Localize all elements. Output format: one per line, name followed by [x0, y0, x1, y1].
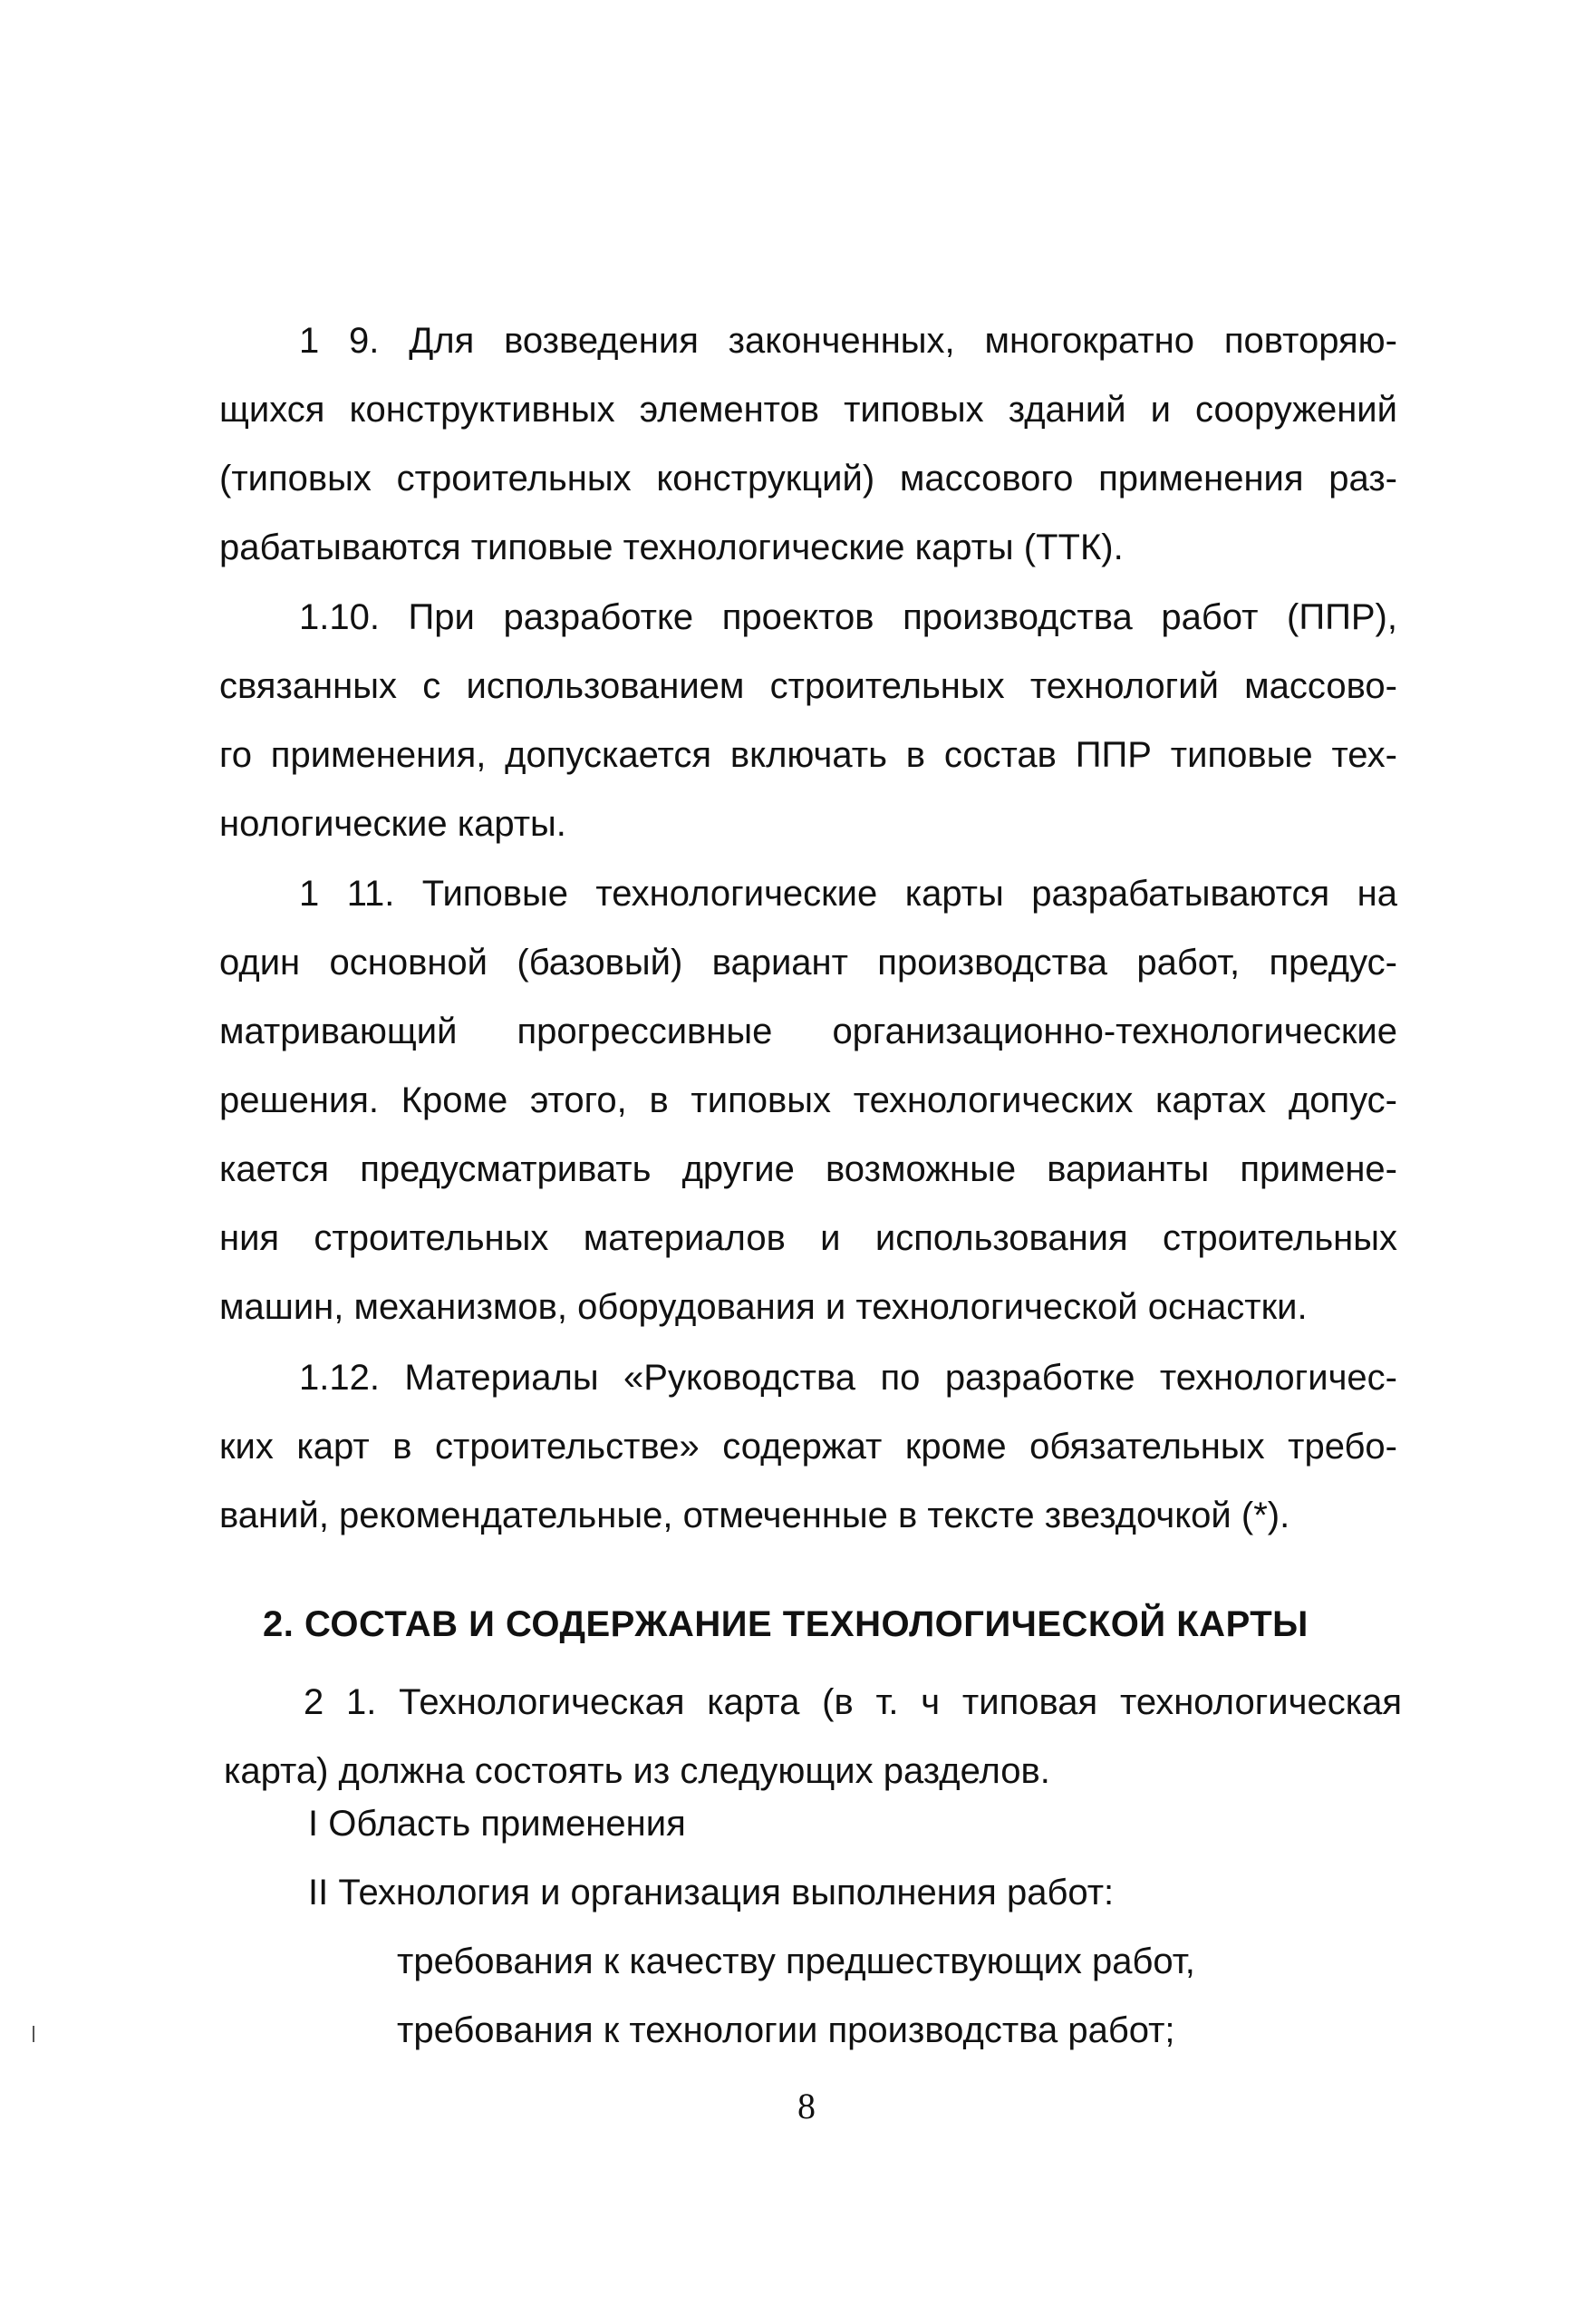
text-line: нологические карты. — [219, 804, 566, 844]
text-line: рабатываются типовые технологические карты (ТТК). — [219, 528, 1124, 567]
text-line: карта) должна состоять из следующих разделов. — [224, 1751, 1050, 1791]
text-line: ваний, рекомендательные, отмеченные в тексте звездочкой (*). — [219, 1496, 1290, 1535]
text-line: 1.10. При разработке проектов производства работ (ППР), — [299, 597, 1397, 637]
text-line: 1.12. Материалы «Руководства по разработке технологичес- — [299, 1358, 1397, 1398]
paragraph-2-1 — [224, 1668, 1402, 1806]
paragraph-1-11 — [219, 859, 1397, 1341]
paragraph-1-9 — [219, 306, 1397, 582]
text-line: 1 9. Для возведения законченных, многократно повторяю- — [299, 321, 1397, 361]
list-item: II Технология и организация выполнения работ: — [308, 1873, 1115, 1912]
paragraph-1-10 — [219, 583, 1397, 858]
scan-artifact — [33, 2026, 34, 2042]
text-line: (типовых строительных конструкций) массового применения раз- — [219, 459, 1397, 499]
text-line: связанных с использованием строительных технологий массово- — [219, 666, 1397, 706]
text-line: решения. Кроме этого, в типовых технологических картах допус- — [219, 1080, 1397, 1120]
text-line: один основной (базовый) вариант производства работ, предус- — [219, 943, 1397, 983]
section-heading: 2. СОСТАВ И СОДЕРЖАНИЕ ТЕХНОЛОГИЧЕСКОЙ КАРТЫ — [263, 1604, 1309, 1644]
text-line: машин, механизмов, оборудования и технологической оснастки. — [219, 1287, 1308, 1327]
text-line: ния строительных материалов и использования строительных — [219, 1218, 1397, 1258]
text-line: го применения, допускается включать в состав ППР типовые тех- — [219, 735, 1397, 775]
paragraph-1-12 — [219, 1343, 1397, 1550]
text-line: 2 1. Технологическая карта (в т. ч типовая технологическая — [304, 1682, 1402, 1722]
list-item: требования к качеству предшествующих работ, — [397, 1942, 1195, 1981]
text-line: щихся конструктивных элементов типовых зданий и сооружений — [219, 390, 1397, 430]
page-number: 8 — [797, 2086, 816, 2126]
text-line: кается предусматривать другие возможные варианты примене- — [219, 1149, 1397, 1189]
text-line: ких карт в строительстве» содержат кроме обязательных требо- — [219, 1427, 1397, 1467]
text-line: матривающий прогрессивные организационно-технологические — [219, 1012, 1397, 1051]
list-item: I Область применения — [308, 1804, 686, 1844]
list-item: требования к технологии производства работ; — [397, 2010, 1175, 2050]
text-line: 1 11. Типовые технологические карты разрабатываются на — [299, 874, 1397, 914]
